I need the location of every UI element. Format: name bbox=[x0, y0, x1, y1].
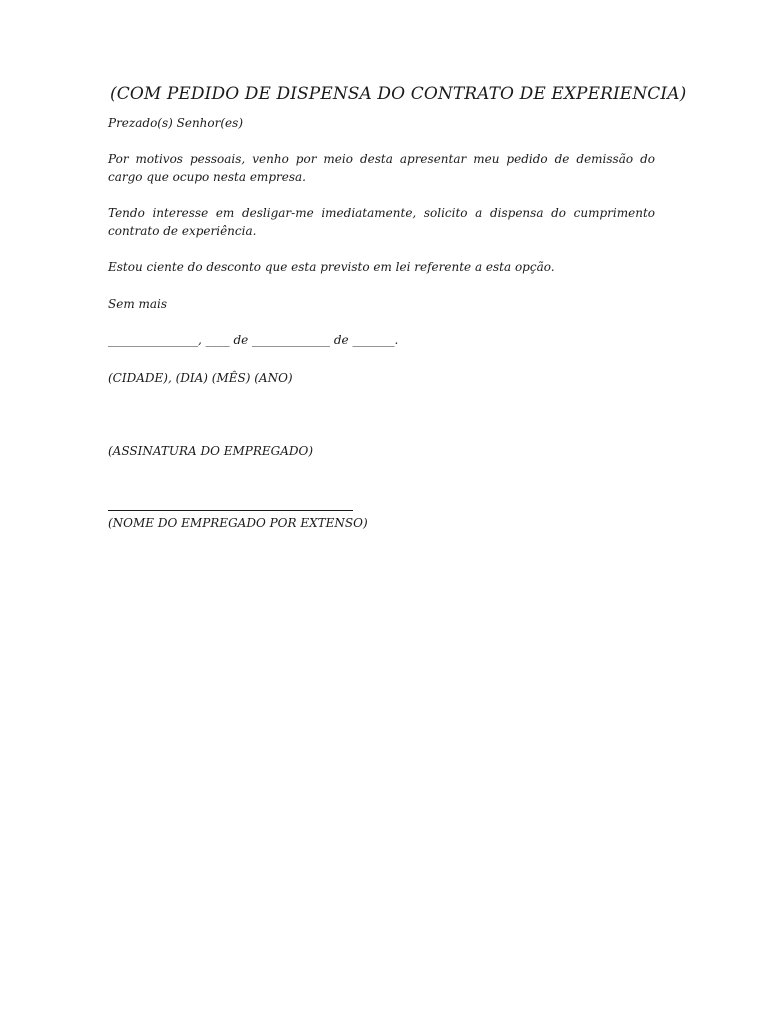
name-signature-rule bbox=[108, 510, 353, 511]
name-caption: (NOME DO EMPREGADO POR EXTENSO) bbox=[108, 516, 368, 530]
paragraph-discount-awareness: Estou ciente do desconto que esta previsto em lei referente a esta opção. bbox=[108, 260, 555, 274]
signature-caption: (ASSINATURA DO EMPREGADO) bbox=[108, 444, 314, 458]
paragraph-resignation-request: Por motivos pessoais, venho por meio desta apresentar meu pedido de demissão do cargo que ocupo nesta empresa. bbox=[108, 152, 655, 184]
document-title: (COM PEDIDO DE DISPENSA DO CONTRATO DE EXPERIENCIA) bbox=[110, 84, 687, 104]
salutation: Prezado(s) Senhor(es) bbox=[108, 116, 243, 130]
closing-text: Sem mais bbox=[108, 297, 168, 311]
date-caption: (CIDADE), (DIA) (MÊS) (ANO) bbox=[108, 371, 293, 385]
date-fill-line: _______________, ____ de _____________ de _______. bbox=[108, 333, 399, 347]
paragraph-dispensation-request: Tendo interesse em desligar-me imediatamente, solicito a dispensa do cumprimento contrato de experiência. bbox=[108, 206, 655, 238]
